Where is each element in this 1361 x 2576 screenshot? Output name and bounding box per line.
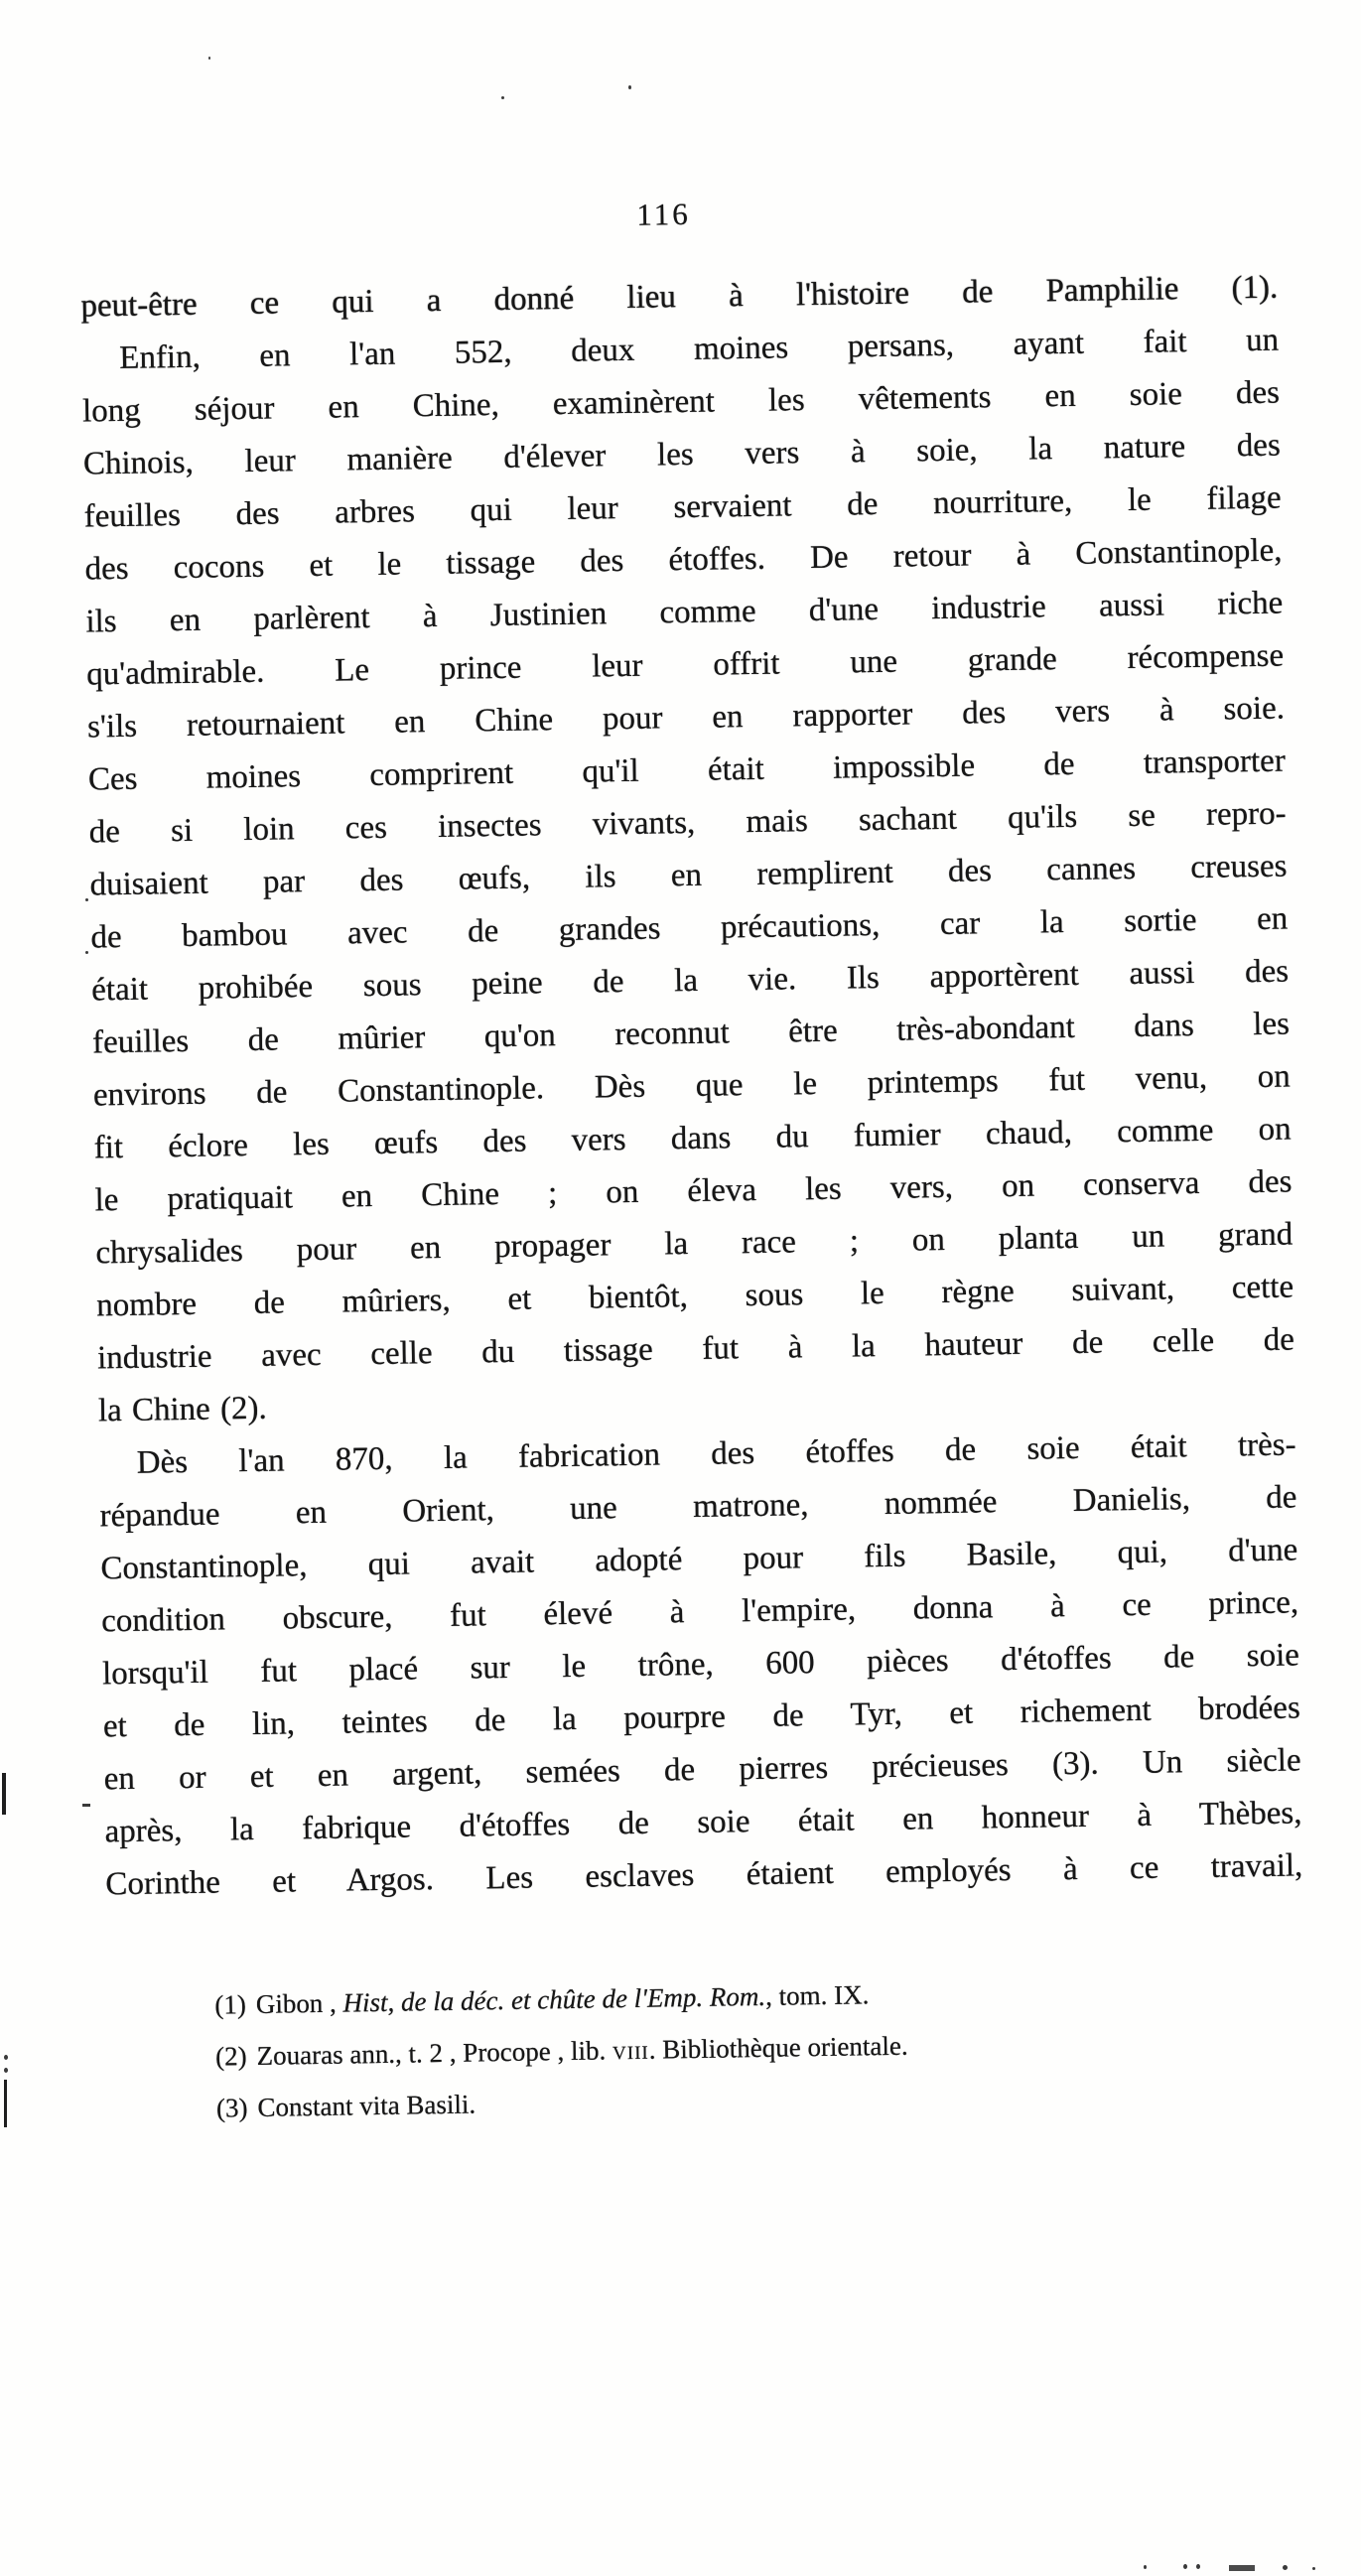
text-line: Enfin, en l'an 552, deux moines persans, ayant fait un: [118, 322, 1280, 376]
scan-smudge: [1229, 2565, 1255, 2571]
text-line: feuilles de mûrier qu'on reconnut être très-abondant dans les: [91, 1006, 1291, 1061]
text-line: long séjour en Chine, examinèrent les vêtements en soie des: [81, 374, 1281, 430]
scan-speck: [501, 96, 504, 99]
margin-mark: [2, 1773, 6, 1815]
body-text-block: [80, 262, 1303, 1912]
text-line: des cocons et le tissage des étoffes. De retour à Constantinople,: [84, 532, 1283, 588]
margin-mark: [4, 2080, 7, 2127]
footnote-text-italic: Hist, de la déc. et chûte de l'Emp. Rom.: [342, 1980, 766, 2018]
scan-speck: [85, 951, 88, 954]
text-line: lorsqu'il fut placé sur le trône, 600 pièces d'étoffes de soie: [101, 1637, 1300, 1693]
footnotes-block: [214, 1964, 1209, 2134]
text-line: Dès l'an 870, la fabrication des étoffes de soie était très-: [136, 1426, 1296, 1481]
text-line: ils en parlèrent à Justinien comme d'une industrie aussi riche: [85, 585, 1284, 640]
footnote-text: , tom. IX.: [764, 1979, 870, 2011]
footnote-marker: (3): [215, 2093, 248, 2123]
text-line: feuilles des arbres qui leur servaient de nourriture, le filage: [83, 479, 1282, 535]
scan-speck: [628, 85, 631, 89]
text-line: industrie avec celle du tissage fut à la hauteur de celle de: [96, 1321, 1295, 1377]
footnote-text: Constant vita Basili.: [257, 2089, 476, 2122]
text-line: chrysalides pour en propager la race ; on planta un grand: [95, 1216, 1293, 1272]
scan-speck: [1144, 2565, 1147, 2569]
scan-speck: [1196, 2564, 1200, 2569]
text-line: en or et en argent, semées de pierres précieuses (3). Un siècle: [103, 1742, 1301, 1798]
scan-speck: [85, 898, 88, 901]
text-line: s'ils retournaient en Chine pour en rapporter des vers à soie.: [86, 690, 1286, 746]
text-line: de si loin ces insectes vivants, mais sachant qu'ils se repro-: [88, 795, 1287, 851]
footnote-text: Zouaras ann., t. 2 , Procope , lib.: [256, 2035, 613, 2071]
text-line: qu'admirable. Le prince leur offrit une grande récompense: [85, 637, 1285, 693]
scan-speck: [208, 57, 210, 60]
text-line: et de lin, teintes de la pourpre de Tyr, et richement brodées: [102, 1690, 1301, 1745]
footnote-text: Gibon ,: [255, 1987, 343, 2019]
text-line: de bambou avec de grandes précautions, car la sortie en: [90, 900, 1289, 956]
page-number: 116: [636, 196, 691, 232]
text-line: nombre de mûriers, et bientôt, sous le règne suivant, cette: [95, 1269, 1294, 1324]
scan-speck: [4, 2068, 8, 2073]
text-line: duisaient par des œufs, ils en remplirent des cannes creuses: [89, 848, 1288, 903]
footnote-marker: (1): [214, 1989, 247, 2020]
scan-speck: [1312, 2567, 1315, 2570]
text-line: Chinois, leur manière d'élever les vers à soie, la nature des: [82, 427, 1282, 482]
scan-speck: [1183, 2564, 1187, 2569]
footnote-marker: (2): [214, 2041, 247, 2072]
scan-speck: [82, 1804, 90, 1807]
text-line: la Chine (2).: [97, 1390, 268, 1429]
text-line: le pratiquait en Chine ; on éleva les vers, on conserva des: [94, 1163, 1293, 1219]
text-line: fit éclore les œufs des vers dans du fumier chaud, comme on: [93, 1111, 1292, 1166]
text-line: était prohibée sous peine de la vie. Ils apportèrent aussi des: [90, 953, 1290, 1009]
text-line: Constantinople, qui avait adopté pour fils Basile, qui, d'une: [100, 1532, 1298, 1587]
text-line: condition obscure, fut élevé à l'empire, donna à ce prince,: [100, 1584, 1299, 1640]
scan-speck: [1283, 2565, 1288, 2570]
text-line: après, la fabrique d'étoffes de soie était en honneur à Thèbes,: [104, 1795, 1302, 1850]
footnote-text: . Bibliothèque orientale.: [648, 2030, 908, 2065]
scan-speck: [4, 2055, 8, 2060]
text-line: environs de Constantinople. Dès que le printemps fut venu, on: [92, 1058, 1292, 1114]
text-line: Corinthe et Argos. Les esclaves étaient employés à ce travail,: [105, 1847, 1303, 1903]
text-line: répandue en Orient, une matrone, nommée Danielis, de: [99, 1479, 1297, 1535]
text-line: peut-être ce qui a donné lieu à l'histoire de Pamphilie (1).: [80, 269, 1279, 325]
text-line: Ces moines comprirent qu'il était impossible de transporter: [87, 743, 1287, 798]
footnote-text-smallcaps: viii: [612, 2034, 649, 2066]
